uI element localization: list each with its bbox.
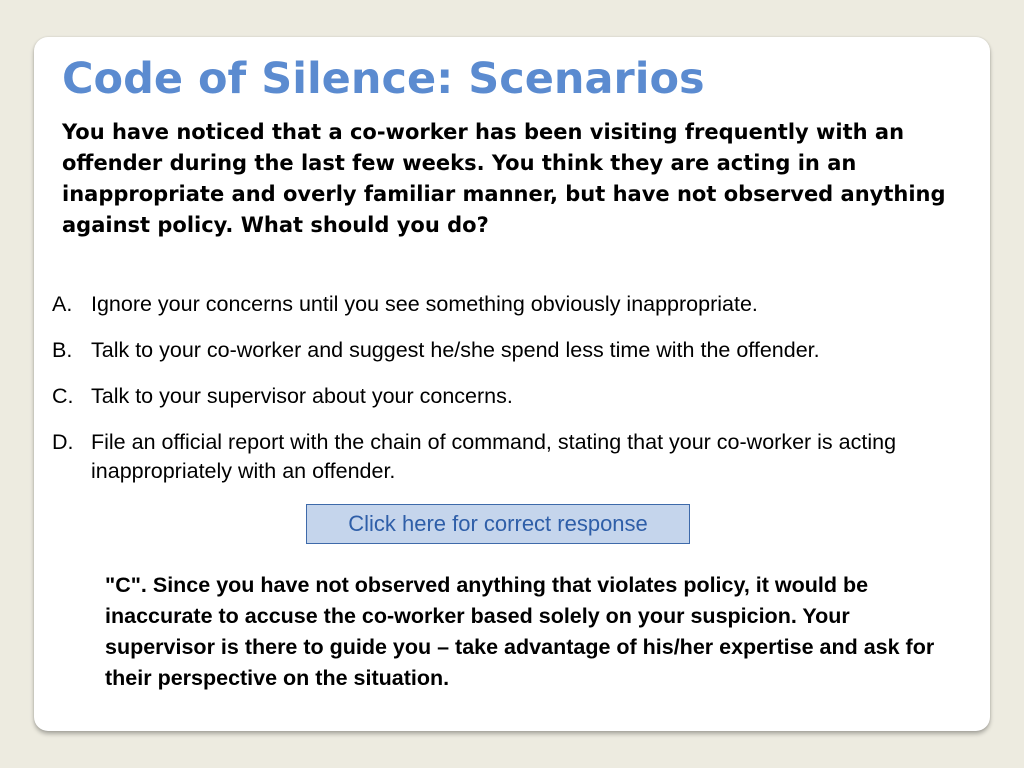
- option-text: Talk to your co-worker and suggest he/she spend less time with the offender.: [91, 338, 820, 362]
- slide-title: Code of Silence: Scenarios: [62, 54, 705, 104]
- option-a: [52, 290, 982, 319]
- option-letter: A.: [52, 292, 73, 316]
- option-d: [52, 428, 982, 486]
- option-text: File an official report with the chain of command, stating that your co-worker is acting inappropriately with an offender.: [91, 430, 897, 483]
- option-letter: D.: [52, 430, 74, 454]
- show-correct-response-button[interactable]: Click here for correct response: [306, 504, 690, 544]
- slide: [34, 37, 990, 731]
- scenario-question: You have noticed that a co-worker has been visiting frequently with an offender during the last few weeks. You think they are acting in an inappropriate and overly familiar manner, but have not observed anything against policy. What should you do?: [62, 120, 946, 237]
- option-text: Ignore your concerns until you see something obviously inappropriate.: [91, 292, 758, 316]
- option-letter: C.: [52, 384, 74, 408]
- option-letter: B.: [52, 338, 73, 362]
- option-b: [52, 336, 982, 365]
- correct-response-explanation: "C". Since you have not observed anything that violates policy, it would be inaccurate to accuse the co-worker based solely on your suspicion. Your supervisor is there to guide you – take advantage of his/her expertise and ask for their perspective on the situation.: [105, 573, 935, 690]
- answer-options-list: [52, 290, 982, 503]
- option-c: [52, 382, 982, 411]
- option-text: Talk to your supervisor about your concerns.: [91, 384, 513, 408]
